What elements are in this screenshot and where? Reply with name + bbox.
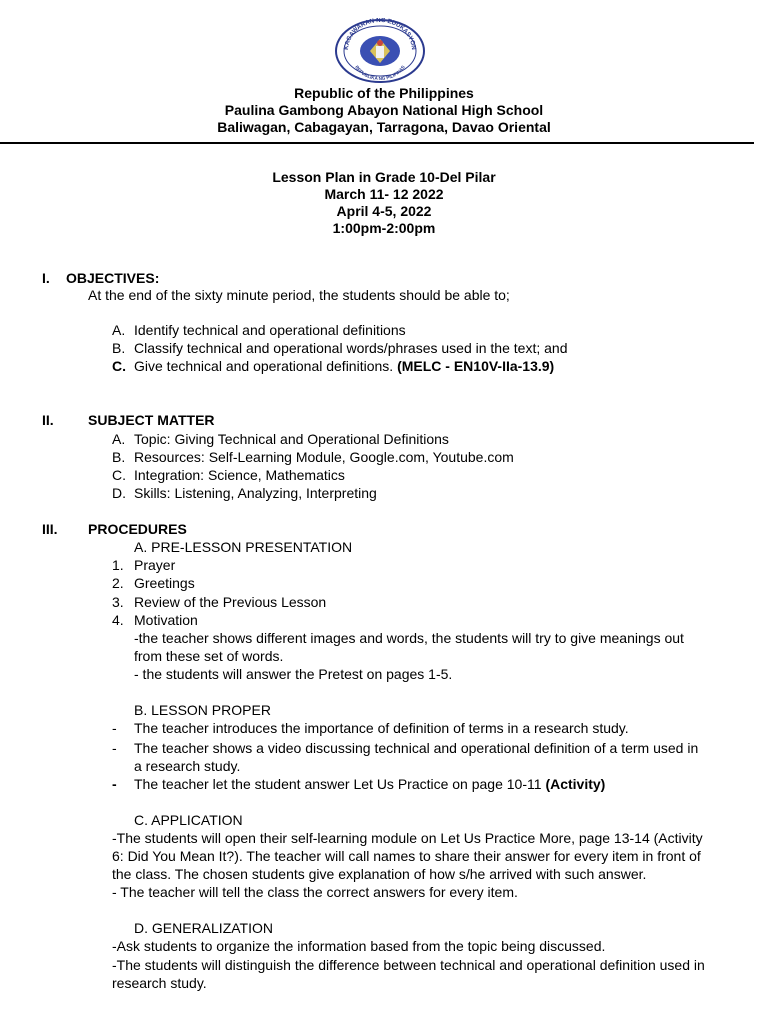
lesson-proper-heading: B. LESSON PROPER <box>134 702 271 718</box>
activity-label: (Activity) <box>545 776 606 792</box>
step-marker: 2. <box>112 575 124 591</box>
subject-marker: C. <box>112 467 126 483</box>
seal-top-text: KAGAWARAN NG EDUKASYON <box>342 18 418 51</box>
objective-item <box>134 357 554 375</box>
step-greetings: Greetings <box>134 575 195 591</box>
header-divider <box>0 142 754 144</box>
lesson-proper-item-text: The teacher let the student answer Let Us Practice on page 10-11 <box>134 776 546 792</box>
melc-code: (MELC - EN10V-IIa-13.9) <box>397 358 555 374</box>
subject-item-resources: Resources: Self-Learning Module, Google.com, Youtube.com <box>134 449 514 465</box>
step-marker: 1. <box>112 557 124 573</box>
lesson-proper-item: The teacher introduces the importance of definition of terms in a research study. <box>134 720 629 736</box>
lesson-date-2: April 4-5, 2022 <box>336 203 432 219</box>
objectives-heading: OBJECTIVES: <box>66 270 160 286</box>
deped-seal-logo <box>334 18 426 84</box>
objective-marker: A. <box>112 322 126 338</box>
bullet-marker: - <box>112 720 117 736</box>
subject-matter-numeral: II. <box>42 412 54 428</box>
lesson-date-1: March 11- 12 2022 <box>324 186 444 202</box>
lesson-plan-title: Lesson Plan in Grade 10-Del Pilar <box>272 169 496 185</box>
lesson-proper-item: The teacher shows a video discussing technical and operational definition of a term used in <box>134 740 699 756</box>
subject-marker: D. <box>112 485 126 501</box>
objective-marker: C. <box>112 358 126 374</box>
subject-marker: B. <box>112 449 126 465</box>
subject-item-skills: Skills: Listening, Analyzing, Interpreting <box>134 485 377 501</box>
application-line: the class. The chosen students give explanation of how s/he arrived with such answer. <box>112 866 647 882</box>
step-prayer: Prayer <box>134 557 176 573</box>
application-line: - The teacher will tell the class the correct answers for every item. <box>112 884 518 900</box>
lesson-proper-item <box>134 775 605 793</box>
objective-item: Identify technical and operational definitions <box>134 322 406 338</box>
bullet-marker: - <box>112 776 117 792</box>
motivation-line: from these set of words. <box>134 648 284 664</box>
subject-marker: A. <box>112 431 126 447</box>
objective-item-text: Give technical and operational definitions. <box>134 358 398 374</box>
subject-item-topic: Topic: Giving Technical and Operational Definitions <box>134 431 449 447</box>
objectives-numeral: I. <box>42 270 50 286</box>
application-heading: C. APPLICATION <box>134 812 243 828</box>
lesson-proper-item-cont: a research study. <box>134 758 241 774</box>
subject-item-integration: Integration: Science, Mathematics <box>134 467 345 483</box>
step-review: Review of the Previous Lesson <box>134 594 327 610</box>
generalization-line: research study. <box>112 975 207 991</box>
header-address: Baliwagan, Cabagayan, Tarragona, Davao Oriental <box>217 119 551 135</box>
lesson-time: 1:00pm-2:00pm <box>332 220 436 236</box>
generalization-line: -The students will distinguish the difference between technical and operational definition used in <box>112 957 705 973</box>
step-marker: 3. <box>112 594 124 610</box>
motivation-line: -the teacher shows different images and words, the students will try to give meanings out <box>134 630 684 646</box>
application-line: -The students will open their self-learning module on Let Us Practice More, page 13-14 (Activity <box>112 830 703 846</box>
generalization-line: -Ask students to organize the information based from the topic being discussed. <box>112 938 606 954</box>
pre-lesson-heading: A. PRE-LESSON PRESENTATION <box>134 539 353 555</box>
header-school-name: Paulina Gambong Abayon National High School <box>224 102 544 118</box>
procedures-heading: PROCEDURES <box>88 521 187 537</box>
step-motivation: Motivation <box>134 612 198 628</box>
step-marker: 4. <box>112 612 124 628</box>
generalization-heading: D. GENERALIZATION <box>134 920 273 936</box>
seal-bottom-text: REPUBLIKA NG PILIPINAS <box>354 64 406 82</box>
procedures-numeral: III. <box>42 521 58 537</box>
header-country: Republic of the Philippines <box>294 85 474 101</box>
objectives-intro: At the end of the sixty minute period, the students should be able to; <box>88 287 510 303</box>
application-line: 6: Did You Mean It?). The teacher will call names to share their answer for every item in front of <box>112 848 701 864</box>
bullet-marker: - <box>112 740 117 756</box>
subject-matter-heading: SUBJECT MATTER <box>88 412 215 428</box>
objective-marker: B. <box>112 340 126 356</box>
motivation-line: - the students will answer the Pretest on pages 1-5. <box>134 666 453 682</box>
objective-item: Classify technical and operational words/phrases used in the text; and <box>134 340 568 356</box>
